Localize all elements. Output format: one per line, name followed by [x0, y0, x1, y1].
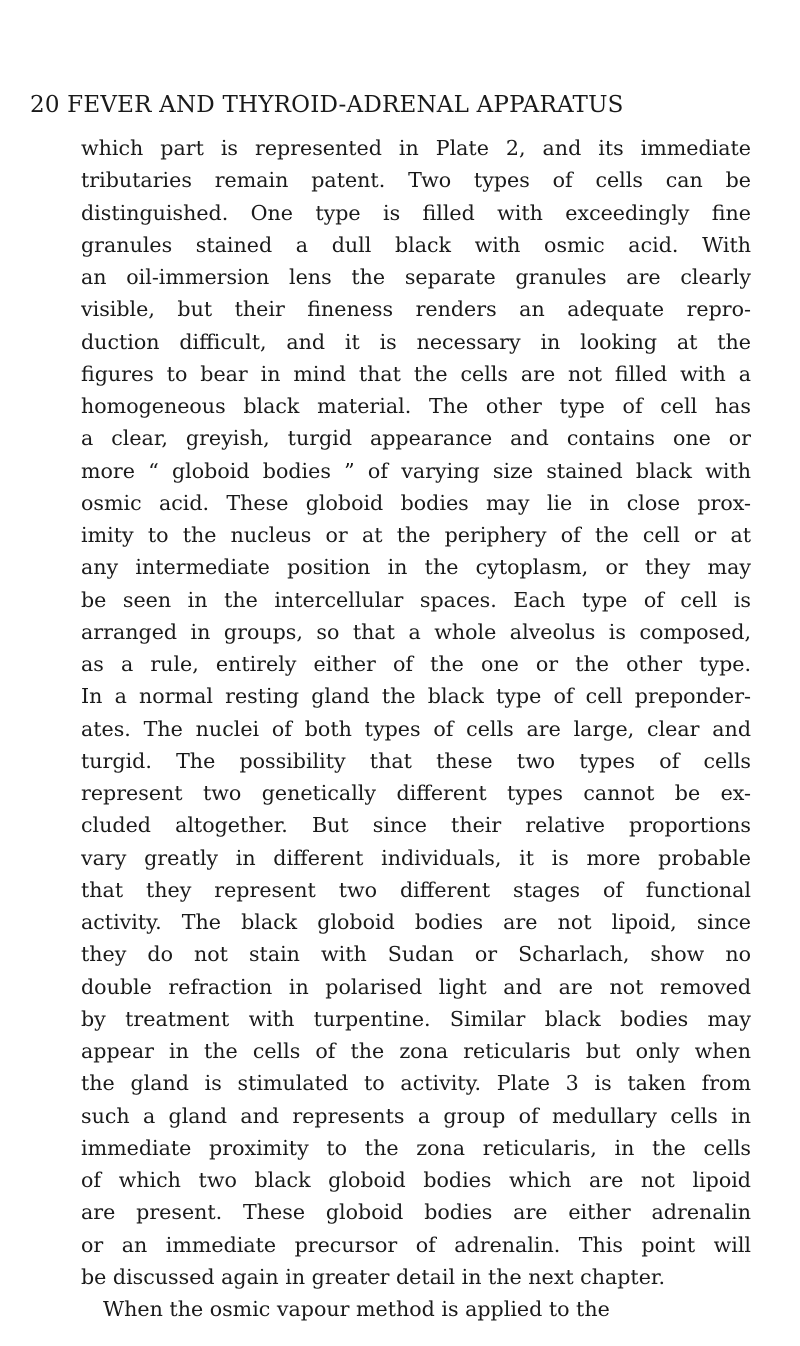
text-line: visible, but their fineness renders an adequate repro- [81, 297, 751, 322]
text-line: duction difficult, and it is necessary in looking at the [81, 329, 751, 354]
text-line: an oil-immersion lens the separate granules are clearly [81, 265, 751, 289]
text-line: such a gland and represents a group of medullary cells in [81, 1103, 751, 1128]
text-line: cluded altogether. But since their relative proportions [81, 813, 751, 838]
text-line: a clear, greyish, turgid appearance and contains one or [81, 426, 751, 451]
text-line: that they represent two different stages of functional [81, 877, 751, 902]
text-line: immediate proximity to the zona reticularis, in the cells [81, 1135, 751, 1160]
text-line: of which two black globoid bodies which are not lipoid [81, 1168, 751, 1192]
text-line: or an immediate precursor of adrenalin. This point will [81, 1232, 751, 1257]
text-line: ates. The nuclei of both types of cells are large, clear and [81, 716, 751, 741]
body-paragraph [81, 132, 751, 1325]
text-line: which part is represented in Plate 2, and its immediate [81, 136, 751, 160]
text-line: tributaries remain patent. Two types of cells can be [81, 168, 751, 193]
text-line: more “ globoid bodies ” of varying size stained black with [81, 458, 751, 483]
text-line: by treatment with turpentine. Similar black bodies may [81, 1006, 751, 1031]
text-line: homogeneous black material. The other type of cell has [81, 394, 751, 418]
text-line: turgid. The possibility that these two types of cells [81, 748, 751, 773]
text-line: they do not stain with Sudan or Scharlach, show no [81, 942, 751, 967]
text-line: distinguished. One type is filled with exceedingly fine [81, 200, 751, 225]
text-line: In a normal resting gland the black type of cell preponder- [81, 684, 751, 709]
text-line: granules stained a dull black with osmic acid. With [81, 232, 751, 257]
text-line: activity. The black globoid bodies are not lipoid, since [81, 910, 751, 934]
running-head: 20 FEVER AND THYROID-ADRENAL APPARATUS [30, 92, 624, 118]
text-line: as a rule, entirely either of the one or the other type. [81, 652, 751, 676]
text-line: be seen in the intercellular spaces. Each type of cell is [81, 587, 751, 612]
text-line: vary greatly in different individuals, it is more probable [81, 845, 751, 870]
text-line: When the osmic vapour method is applied to the [103, 1297, 610, 1321]
text-line: appear in the cells of the zona reticularis but only when [81, 1039, 751, 1063]
text-line: figures to bear in mind that the cells are not filled with a [81, 361, 751, 386]
text-line: imity to the nucleus or at the periphery of the cell or at [81, 523, 751, 547]
text-line: are present. These globoid bodies are either adrenalin [81, 1200, 751, 1225]
text-line: osmic acid. These globoid bodies may lie in close prox- [81, 490, 751, 515]
text-line: double refraction in polarised light and are not removed [81, 974, 751, 999]
text-line: any intermediate position in the cytoplasm, or they may [81, 555, 751, 580]
text-line: arranged in groups, so that a whole alveolus is composed, [81, 619, 751, 644]
text-line: be discussed again in greater detail in the next chapter. [81, 1264, 666, 1289]
text-line: represent two genetically different types cannot be ex- [81, 781, 751, 805]
text-line: the gland is stimulated to activity. Plate 3 is taken from [81, 1071, 751, 1096]
